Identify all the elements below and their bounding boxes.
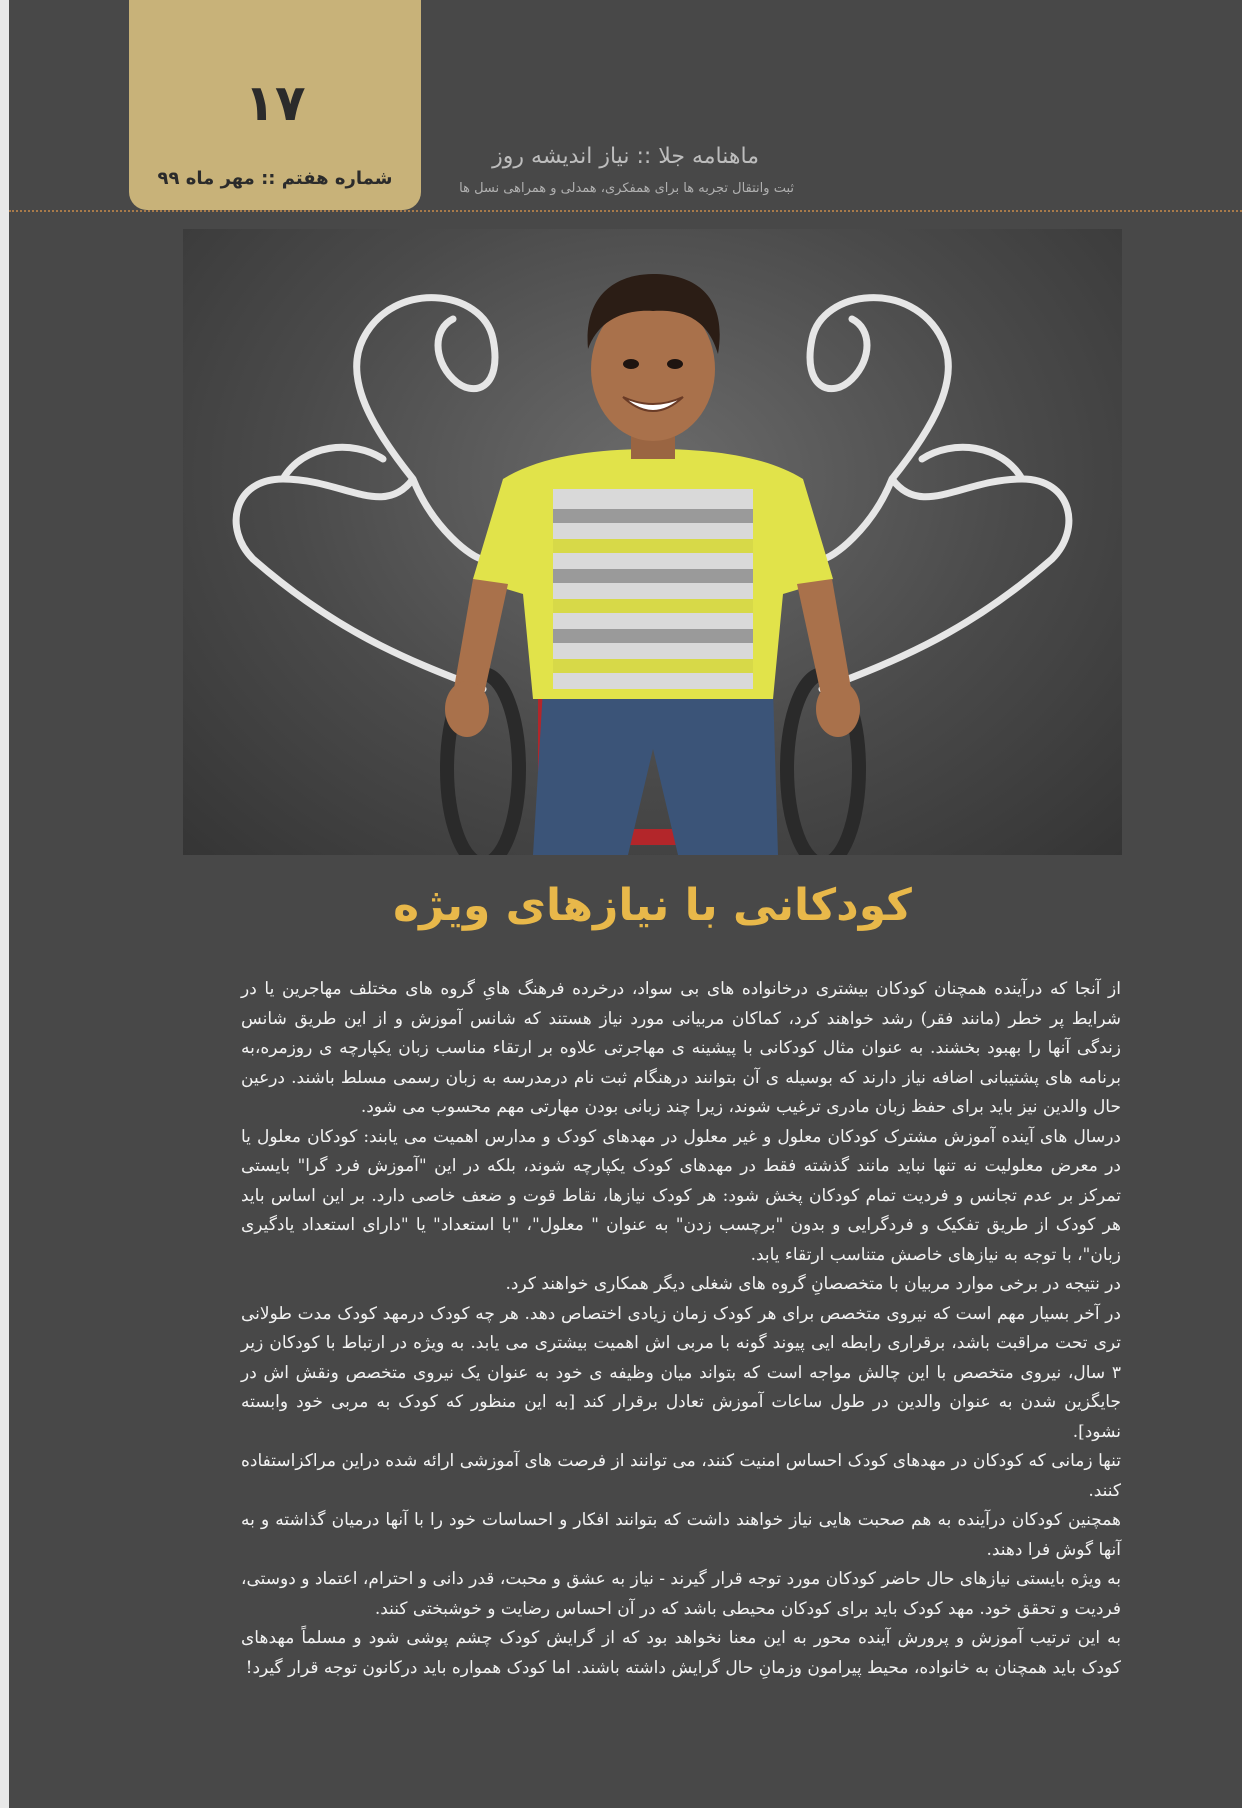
article-body xyxy=(241,975,1121,1683)
article-paragraph: تنها زمانی که کودکان در مهدهای کودک احساس امنیت کنند، می توانند از فرصت های آموزشی ارائه شده دراین مراکزاستفاده کنند. xyxy=(241,1451,1121,1501)
article-paragraph: به این ترتیب آموزش و پرورش آینده محور به این معنا نخواهد بود که از گرایش کودک چشم پوشی شود و مسلماً مهدهای کودک باید همچنان به خانواده، محیط پیرامون وزمانِ حال گرایش داشته باشند. اما کودک همواره باید درکانون توجه قرار گیرد! xyxy=(241,1628,1121,1678)
boy-head xyxy=(588,274,720,459)
magazine-page xyxy=(9,0,1242,1808)
boy-wheelchair-illustration xyxy=(183,229,1122,855)
boy-shirt xyxy=(473,449,833,699)
article-paragraph: در آخر بسیار مهم است که نیروی متخصص برای هر کودک زمان زیادی اختصاص دهد. هر چه کودک درمهد کودک مدت طولانی تری تحت مراقبت باشد، برقراری رابطه ایی پیوند گونه با مربی اش اهمیت بیشتری می یابد. به ویژه در ارتباط با کودکان زیر ۳ سال، نیروی متخصص با این چالش مواجه است که بتواند میان وظیفه ی خود به عنوان یک نیروی متخصص ونقش اش در جایگزین شدن به عنوان والدین در طول ساعات آموزش تعادل برقرار کند [به این منظور که کودک به مربی خود وابسته نشود]. xyxy=(241,1303,1121,1442)
page-edge xyxy=(0,0,9,1808)
page-number: ۱۷ xyxy=(244,74,306,132)
magazine-title: ماهنامه جلا :: نیاز اندیشه روز xyxy=(492,144,759,169)
header-divider xyxy=(9,210,1242,212)
article-photo xyxy=(183,229,1122,855)
issue-tab xyxy=(129,0,421,210)
article-paragraph: از آنجا که درآینده همچنان کودکان بیشتری درخانواده های بی سواد، درخرده فرهنگ هایِ گروه های مختلف مهاجرین یا در شرایط پر خطر (مانند فقر) رشد خواهند کرد، کماکان مربیانی مورد نیاز هستند که شانس آموزش و از این طریق شانس زندگی آنها را بهبود بخشند. به عنوان مثال کودکانی با پیشینه ی مهاجرتی علاوه بر ارتقاء مناسب زبان یکپارچه ی روزمره،به برنامه های پشتیبانی اضافه نیاز دارند که بوسیله ی آن بتوانند درهنگام ثبت نام درمدرسه به زبان رسمی مسلط باشند. درعین حال والدین نیز باید برای حفظ زبان مادری ترغیب شوند، زیرا چند زبانی بودن مهارتی مهم محسوب می شود. xyxy=(241,979,1121,1117)
issue-label: شماره هفتم :: مهر ماه ۹۹ xyxy=(157,168,393,189)
article-paragraph: درسال های آینده آموزش مشترک کودکان معلول و غیر معلول در مهدهای کودک و مدارس اهمیت می یابند: کودکان معلول یا در معرض معلولیت نه تنها نباید مانند گذشته فقط در مهدهای کودک یکپارچه شوند، بلکه در این "آموزش فرد گرا" بایستی تمرکز بر عدم تجانس و فردیت تمام کودکان پخش شود: هر کودک نیازها، نقاط قوت و ضعف خاصی دارد. بر این اساس باید هر کودک از طریق تفکیک و فردگرایی و بدون "برچسب زدن" به عنوان " معلول"، "با استعداد" یا "دارای استعداد یادگیری زبان"، با توجه به نیازهای خاصش متناسب ارتقاء یابد. xyxy=(241,1126,1121,1265)
article-paragraph: همچنین کودکان درآینده به هم صحبت هایی نیاز خواهند داشت که بتوانند افکار و احساسات خود را با آنها درمیان گذاشته و به آنها گوش فرا دهند. xyxy=(241,1510,1121,1560)
article-paragraph: به ویژه بایستی نیازهای حال حاضر کودکان مورد توجه قرار گیرند - نیاز به عشق و محبت، قدر دانی و احترام، اعتماد و دوستی، فردیت و تحقق خود. مهد کودک باید برای کودکان محیطی باشد که در آن احساس رضایت و خوشبختی کنند. xyxy=(241,1569,1121,1619)
article-title: کودکانی با نیازهای ویژه xyxy=(393,880,912,931)
article-paragraph: در نتیجه در برخی موارد مربیان با متخصصانِ گروه های شغلی دیگر همکاری خواهند کرد. xyxy=(505,1274,1121,1294)
magazine-tagline: ثبت وانتقال تجربه ها برای همفکری، همدلی و همراهی نسل ها xyxy=(459,181,794,196)
